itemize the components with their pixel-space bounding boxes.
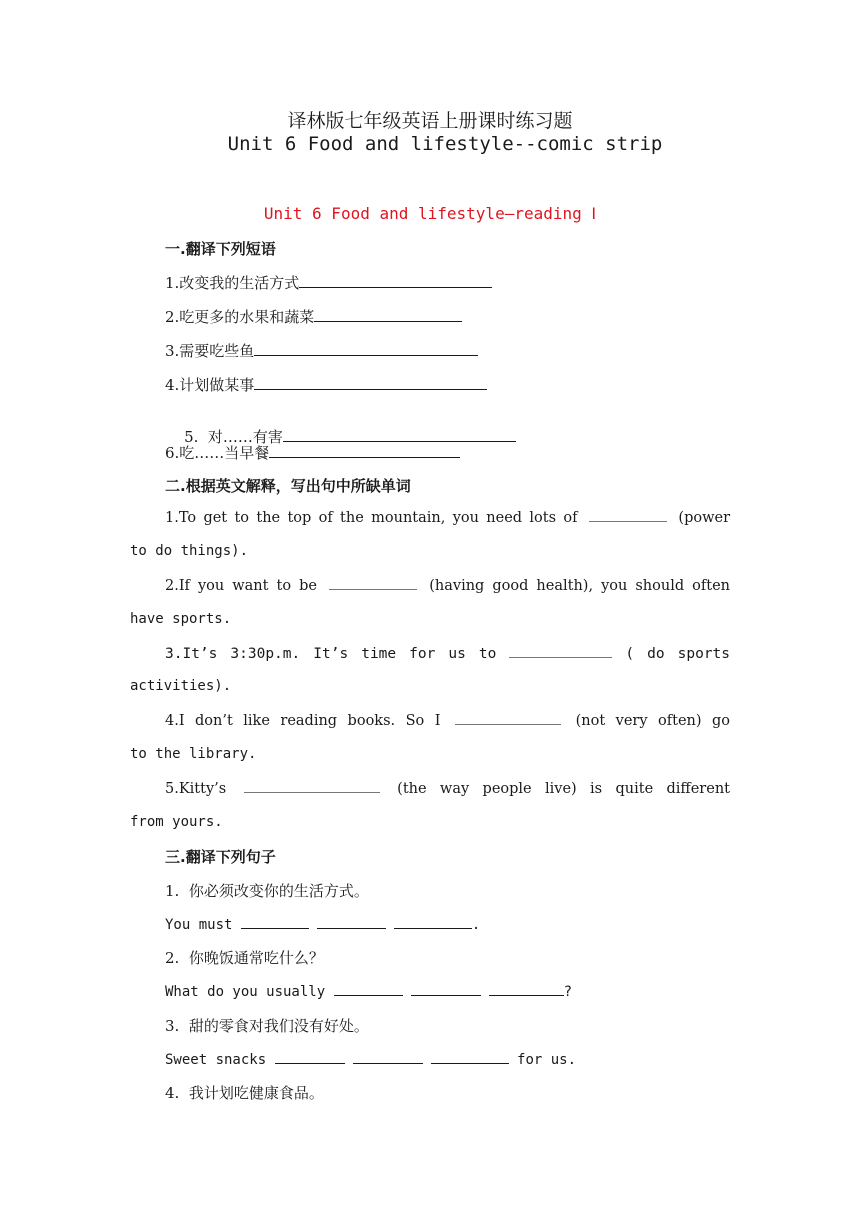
answer-blank[interactable]: [431, 1049, 509, 1064]
definition-q1-line2: to do things).: [130, 543, 249, 559]
definition-q3-line2: activities).: [130, 678, 232, 694]
answer-blank[interactable]: [317, 914, 386, 929]
phrase-item-3: [165, 340, 478, 361]
answer-blank[interactable]: [411, 981, 481, 996]
answer-blank[interactable]: [329, 577, 417, 590]
translate-q3-en: [165, 1049, 576, 1068]
definition-q2-line1: [130, 577, 730, 594]
phrase-item-label: 3.需要吃些鱼: [165, 342, 255, 360]
question-text: ( do sports: [625, 646, 731, 662]
definition-q3-line1: [130, 645, 730, 662]
translate-q2-en: [165, 981, 572, 1000]
answer-blank[interactable]: [244, 780, 380, 793]
page-title-en: Unit 6 Food and lifestyle--comic strip: [227, 133, 663, 155]
question-text: (not very often) go: [575, 713, 730, 729]
phrase-item-label: 2.吃更多的水果和蔬菜: [165, 308, 315, 326]
definition-q5-line2: from yours.: [130, 814, 223, 830]
answer-blank[interactable]: [269, 443, 460, 458]
answer-blank[interactable]: [241, 914, 309, 929]
section2-heading: 二.根据英文解释，写出句中所缺单词: [165, 477, 411, 495]
answer-blank[interactable]: [509, 645, 612, 658]
translate-q1-cn: 1. 你必须改变你的生活方式。: [165, 882, 369, 900]
definition-q1-line1: [130, 509, 730, 526]
definition-q5-line1: [130, 780, 730, 797]
answer-blank[interactable]: [589, 509, 667, 522]
phrase-item-2: [165, 306, 462, 327]
answer-blank[interactable]: [489, 981, 564, 996]
answer-blank[interactable]: [254, 375, 487, 390]
question-text: (power: [678, 510, 731, 526]
question-text: 3.It’s 3:30p.m. It’s time for us to: [165, 646, 497, 662]
phrase-item-label: 1.改变我的生活方式: [165, 274, 300, 292]
answer-blank[interactable]: [334, 981, 403, 996]
answer-blank[interactable]: [314, 307, 462, 322]
question-text: 5.Kitty’s: [165, 781, 227, 797]
sentence-prefix: What do you usually: [165, 984, 326, 1000]
phrase-item-1: [165, 272, 492, 293]
phrase-item-4: [165, 374, 487, 395]
sentence-end: for us.: [517, 1052, 577, 1068]
answer-blank[interactable]: [283, 427, 516, 442]
answer-blank[interactable]: [455, 712, 561, 725]
page-title-cn: 译林版七年级英语上册课时练习题: [287, 110, 573, 132]
sentence-end: ?: [563, 984, 573, 1000]
phrase-item-label: 4.计划做某事: [165, 376, 255, 394]
definition-q2-line2: have sports.: [130, 611, 232, 627]
question-text: (the way people live) is quite different: [397, 781, 730, 797]
phrase-item-label: 5. 对……有害: [184, 428, 283, 446]
answer-blank[interactable]: [394, 914, 472, 929]
sentence-end: .: [471, 917, 481, 933]
sentence-prefix: Sweet snacks: [165, 1052, 267, 1068]
translate-q2-cn: 2. 你晚饭通常吃什么？: [165, 949, 324, 967]
translate-q3-cn: 3. 甜的零食对我们没有好处。: [165, 1017, 369, 1035]
definition-q4-line1: [130, 712, 730, 729]
section1-heading: 一.翻译下列短语: [165, 240, 276, 258]
section3-heading: 三.翻译下列句子: [165, 848, 276, 866]
translate-q1-en: [165, 914, 480, 933]
question-text: (having good health), you should often: [429, 578, 730, 594]
answer-blank[interactable]: [353, 1049, 423, 1064]
lesson-subtitle: Unit 6 Food and lifestyle—reading Ⅰ: [263, 204, 597, 223]
sentence-prefix: You must: [165, 917, 233, 933]
question-text: 2.If you want to be: [165, 578, 317, 594]
question-text: 4.I don’t like reading books. So I: [165, 713, 441, 729]
definition-q4-line2: to the library.: [130, 746, 257, 762]
answer-blank[interactable]: [275, 1049, 345, 1064]
answer-blank[interactable]: [299, 273, 492, 288]
answer-blank[interactable]: [254, 341, 478, 356]
question-text: 1.To get to the top of the mountain, you need lots of: [165, 510, 578, 526]
translate-q4-cn: 4. 我计划吃健康食品。: [165, 1084, 324, 1102]
phrase-item-label: 6.吃……当早餐: [165, 444, 270, 462]
phrase-item-6: [165, 442, 460, 463]
